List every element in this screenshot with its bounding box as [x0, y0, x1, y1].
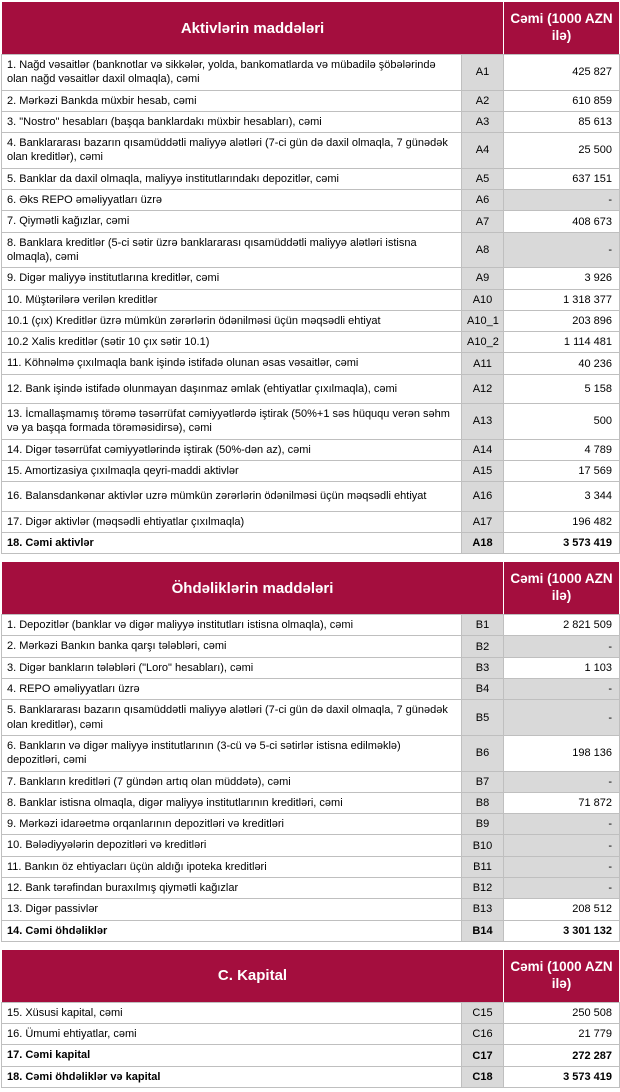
row-label: 10.1 (çıx) Kreditlər üzrə mümkün zərərlərin ödənilməsi üçün məqsədli ehtiyat	[2, 310, 462, 331]
row-value: 272 287	[504, 1045, 620, 1066]
row-code: A17	[462, 511, 504, 532]
row-code: A4	[462, 133, 504, 169]
row-value: 3 573 419	[504, 1066, 620, 1087]
row-value: 637 151	[504, 168, 620, 189]
row-code: A1	[462, 55, 504, 91]
row-value: 408 673	[504, 211, 620, 232]
table-row	[2, 856, 620, 877]
row-value: 203 896	[504, 310, 620, 331]
row-code: B2	[462, 636, 504, 657]
row-code: A15	[462, 460, 504, 481]
table-row	[2, 482, 620, 511]
table-row	[2, 899, 620, 920]
row-code: A10_1	[462, 310, 504, 331]
row-code: A14	[462, 439, 504, 460]
row-value: -	[504, 856, 620, 877]
row-label: 9. Mərkəzi idarəetmə orqanlarının depozitləri və kreditləri	[2, 814, 462, 835]
table-row	[2, 1045, 620, 1066]
row-value: 3 344	[504, 482, 620, 511]
table-row	[2, 735, 620, 771]
row-code: C15	[462, 1002, 504, 1023]
table-row	[2, 657, 620, 678]
table-row	[2, 90, 620, 111]
table-row	[2, 1002, 620, 1023]
table-row	[2, 374, 620, 403]
row-value: 1 318 377	[504, 289, 620, 310]
table-row	[2, 615, 620, 636]
row-label: 3. Digər bankların tələbləri ("Loro" hesabları), cəmi	[2, 657, 462, 678]
row-value: 71 872	[504, 792, 620, 813]
row-label: 9. Digər maliyyə institutlarına kreditlər, cəmi	[2, 268, 462, 289]
row-code: A10_2	[462, 332, 504, 353]
row-code: B8	[462, 792, 504, 813]
row-code: B14	[462, 920, 504, 941]
row-label: 3. "Nostro" hesabları (başqa banklardakı müxbir hesabları), cəmi	[2, 111, 462, 132]
row-code: B6	[462, 735, 504, 771]
row-code: B4	[462, 679, 504, 700]
section-title: Aktivlərin maddələri	[2, 2, 504, 55]
row-value: 425 827	[504, 55, 620, 91]
row-label: 6. Əks REPO əməliyyatları üzrə	[2, 190, 462, 211]
section-title: C. Kapital	[2, 949, 504, 1002]
row-value: 21 779	[504, 1024, 620, 1045]
row-label: 6. Bankların və digər maliyyə institutlarının (3-cü və 5-ci sətirlər istisna edilməklə) depozitləri, cəmi	[2, 735, 462, 771]
table-row	[2, 55, 620, 91]
row-code: B1	[462, 615, 504, 636]
row-label: 12. Bank işində istifadə olunmayan daşınmaz əmlak (ehtiyatlar çıxılmaqla), cəmi	[2, 374, 462, 403]
row-label: 18. Cəmi öhdəliklər və kapital	[2, 1066, 462, 1087]
table-row	[2, 232, 620, 268]
table-row	[2, 877, 620, 898]
row-value: 250 508	[504, 1002, 620, 1023]
row-code: A10	[462, 289, 504, 310]
row-label: 1. Nağd vəsaitlər (banknotlar və sikkələr, yolda, bankomatlarda və mübadilə şöbələrində olan nağd vəsaitlər daxil olmaqla), cəmi	[2, 55, 462, 91]
row-code: A2	[462, 90, 504, 111]
table-row	[2, 636, 620, 657]
table-row	[2, 439, 620, 460]
row-label: 8. Banklar istisna olmaqla, digər maliyyə institutlarının kreditləri, cəmi	[2, 792, 462, 813]
row-value: -	[504, 636, 620, 657]
section-title: Öhdəliklərin maddələri	[2, 562, 504, 615]
row-label: 7. Qiymətli kağızlar, cəmi	[2, 211, 462, 232]
row-value: 500	[504, 404, 620, 440]
row-value: 1 114 481	[504, 332, 620, 353]
row-code: B13	[462, 899, 504, 920]
row-code: A8	[462, 232, 504, 268]
table-row	[2, 268, 620, 289]
row-label: 17. Digər aktivlər (məqsədli ehtiyatlar çıxılmaqla)	[2, 511, 462, 532]
row-label: 2. Mərkəzi Bankın banka qarşı tələbləri, cəmi	[2, 636, 462, 657]
row-code: B5	[462, 700, 504, 736]
row-value: 2 821 509	[504, 615, 620, 636]
row-value: 85 613	[504, 111, 620, 132]
row-label: 10.2 Xalis kreditlər (sətir 10 çıx sətir 10.1)	[2, 332, 462, 353]
row-code: A11	[462, 353, 504, 374]
table-row	[2, 168, 620, 189]
row-label: 8. Banklara kreditlər (5-ci sətir üzrə banklararası qısamüddətli maliyyə alətləri istisna olmaqla), cəmi	[2, 232, 462, 268]
table-row	[2, 511, 620, 532]
row-label: 16. Balansdankənar aktivlər uzrə mümkün zərərlərin ödənilməsi üçün məqsədli ehtiyat	[2, 482, 462, 511]
row-value: -	[504, 700, 620, 736]
row-code: A9	[462, 268, 504, 289]
row-code: A5	[462, 168, 504, 189]
table-row	[2, 353, 620, 374]
row-label: 7. Bankların kreditləri (7 gündən artıq olan müddətə), cəmi	[2, 771, 462, 792]
table-row	[2, 310, 620, 331]
value-column-header: Cəmi (1000 AZN ilə)	[504, 949, 620, 1002]
section-table-3	[1, 949, 620, 1088]
row-label: 13. Digər passivlər	[2, 899, 462, 920]
value-column-header: Cəmi (1000 AZN ilə)	[504, 2, 620, 55]
row-label: 17. Cəmi kapital	[2, 1045, 462, 1066]
row-value: 4 789	[504, 439, 620, 460]
section-header-row	[2, 949, 620, 1002]
row-label: 15. Amortizasiya çıxılmaqla qeyri-maddi aktivlər	[2, 460, 462, 481]
table-row	[2, 1066, 620, 1087]
table-row	[2, 460, 620, 481]
row-label: 4. REPO əməliyyatları üzrə	[2, 679, 462, 700]
section-table-1	[1, 1, 620, 554]
table-row	[2, 920, 620, 941]
row-value: 3 301 132	[504, 920, 620, 941]
table-row	[2, 835, 620, 856]
row-label: 13. İcmallaşmamış törəmə təsərrüfat cəmiyyətlərdə iştirak (50%+1 səs hüququ verən səhm və ya başqa formada törəməsidirsə), cəmi	[2, 404, 462, 440]
table-row	[2, 814, 620, 835]
row-value: 198 136	[504, 735, 620, 771]
table-row	[2, 111, 620, 132]
row-code: B11	[462, 856, 504, 877]
row-code: A3	[462, 111, 504, 132]
row-value: -	[504, 771, 620, 792]
row-label: 15. Xüsusi kapital, cəmi	[2, 1002, 462, 1023]
row-value: -	[504, 679, 620, 700]
row-code: B7	[462, 771, 504, 792]
row-value: -	[504, 190, 620, 211]
row-code: A13	[462, 404, 504, 440]
table-row	[2, 404, 620, 440]
row-label: 2. Mərkəzi Bankda müxbir hesab, cəmi	[2, 90, 462, 111]
row-value: -	[504, 835, 620, 856]
row-value: 196 482	[504, 511, 620, 532]
row-label: 16. Ümumi ehtiyatlar, cəmi	[2, 1024, 462, 1045]
table-row	[2, 679, 620, 700]
table-row	[2, 532, 620, 553]
row-code: B9	[462, 814, 504, 835]
row-value: 1 103	[504, 657, 620, 678]
row-value: -	[504, 814, 620, 835]
row-label: 14. Digər təsərrüfat cəmiyyətlərində iştirak (50%-dən az), cəmi	[2, 439, 462, 460]
table-row	[2, 792, 620, 813]
row-label: 18. Cəmi aktivlər	[2, 532, 462, 553]
row-value: 25 500	[504, 133, 620, 169]
row-label: 4. Banklararası bazarın qısamüddətli maliyyə alətləri (7-ci gün də daxil olmaqla, 7 günədək olan kreditlər), cəmi	[2, 133, 462, 169]
row-code: C17	[462, 1045, 504, 1066]
row-code: A12	[462, 374, 504, 403]
row-code: A18	[462, 532, 504, 553]
row-value: -	[504, 232, 620, 268]
row-label: 11. Köhnəlmə çıxılmaqla bank işində istifadə olunan əsas vəsaitlər, cəmi	[2, 353, 462, 374]
row-label: 12. Bank tərəfindan buraxılmış qiymətli kağızlar	[2, 877, 462, 898]
row-value: 40 236	[504, 353, 620, 374]
row-value: 17 569	[504, 460, 620, 481]
table-row	[2, 190, 620, 211]
table-row	[2, 700, 620, 736]
row-label: 14. Cəmi öhdəliklər	[2, 920, 462, 941]
table-row	[2, 332, 620, 353]
row-value: -	[504, 877, 620, 898]
row-code: B3	[462, 657, 504, 678]
row-value: 5 158	[504, 374, 620, 403]
table-row	[2, 289, 620, 310]
row-code: A16	[462, 482, 504, 511]
row-label: 10. Müştərilərə verilən kreditlər	[2, 289, 462, 310]
table-row	[2, 211, 620, 232]
row-label: 11. Bankın öz ehtiyacları üçün aldığı ipoteka kreditləri	[2, 856, 462, 877]
row-code: A6	[462, 190, 504, 211]
table-row	[2, 771, 620, 792]
row-value: 3 926	[504, 268, 620, 289]
row-value: 3 573 419	[504, 532, 620, 553]
row-label: 1. Depozitlər (banklar və digər maliyyə institutları istisna olmaqla), cəmi	[2, 615, 462, 636]
row-label: 5. Banklar da daxil olmaqla, maliyyə institutlarındakı depozitlər, cəmi	[2, 168, 462, 189]
row-code: B10	[462, 835, 504, 856]
row-code: C16	[462, 1024, 504, 1045]
section-table-2	[1, 561, 620, 942]
row-code: C18	[462, 1066, 504, 1087]
row-code: B12	[462, 877, 504, 898]
row-label: 10. Bələdiyyələrin depozitləri və kreditləri	[2, 835, 462, 856]
row-value: 208 512	[504, 899, 620, 920]
row-value: 610 859	[504, 90, 620, 111]
value-column-header: Cəmi (1000 AZN ilə)	[504, 562, 620, 615]
row-label: 5. Banklararası bazarın qısamüddətli maliyyə alətləri (7-ci gün də daxil olmaqla, 7 günədək olan kreditlər), cəmi	[2, 700, 462, 736]
row-code: A7	[462, 211, 504, 232]
table-row	[2, 1024, 620, 1045]
section-header-row	[2, 562, 620, 615]
section-header-row	[2, 2, 620, 55]
table-row	[2, 133, 620, 169]
